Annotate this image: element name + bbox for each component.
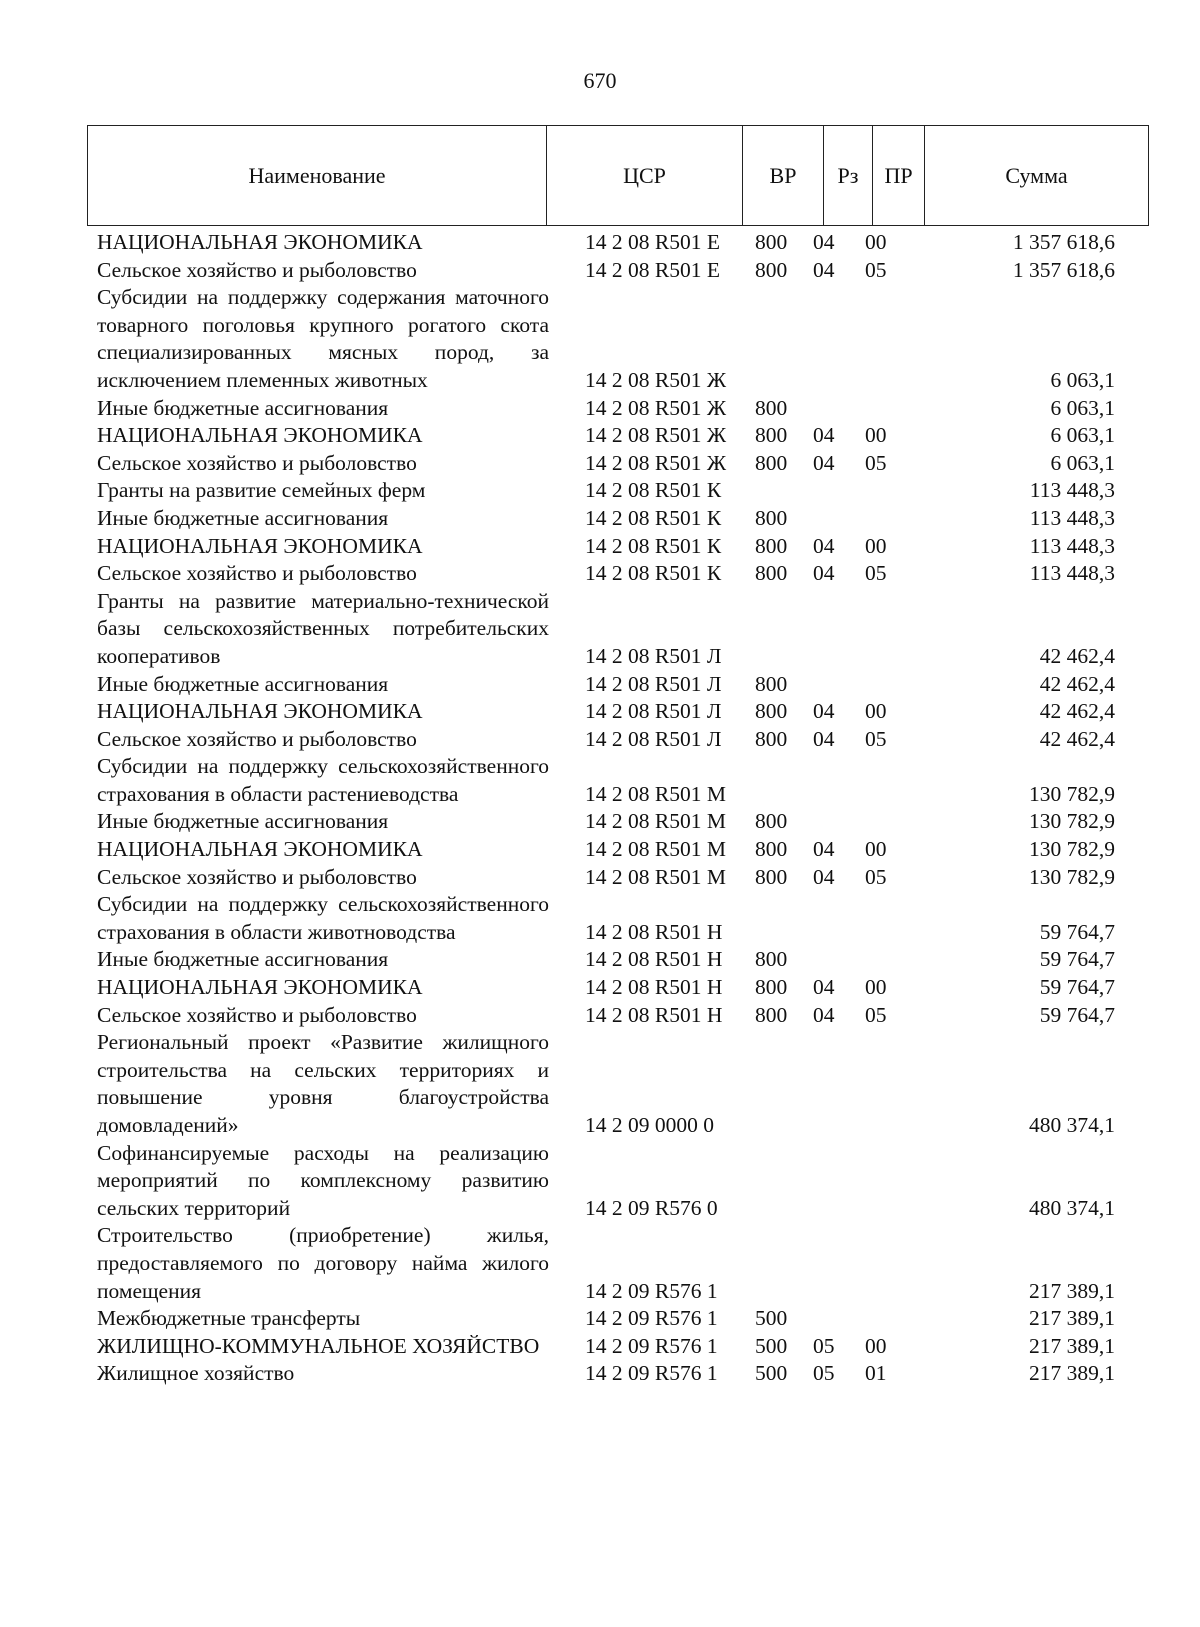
table-row (0, 284, 1200, 394)
cell-sum: 217 389,1 (1029, 1306, 1115, 1331)
cell-rz: 04 (813, 230, 835, 254)
cell-name: Сельское хозяйство и рыболовство (97, 1002, 417, 1027)
table-row (0, 1305, 1200, 1333)
page-number: 670 (583, 68, 617, 93)
cell-csr: 14 2 09 0000 0 (585, 1113, 714, 1137)
header-vr: ВР (743, 126, 824, 226)
header-csr: ЦСР (547, 126, 743, 226)
table-row (0, 422, 1200, 450)
cell-name: Сельское хозяйство и рыболовство (97, 450, 417, 475)
cell-sum: 42 462,4 (1039, 643, 1115, 668)
cell-csr: 14 2 08 R501 Ж (585, 395, 727, 420)
cell-sum: 59 764,7 (1039, 1002, 1115, 1027)
cell-sum: 42 462,4 (1039, 726, 1115, 751)
cell-sum: 130 782,9 (1029, 837, 1115, 862)
cell-vr: 800 (755, 450, 788, 475)
table-body (0, 229, 1200, 1388)
cell-name: Сельское хозяйство и рыболовство (97, 726, 417, 751)
cell-rz: 04 (813, 561, 835, 586)
table-row (0, 698, 1200, 726)
cell-name: Субсидии на поддержку сельскохозяйственного страхования в области животноводства (97, 892, 549, 944)
cell-vr: 500 (755, 1361, 788, 1386)
table-row (0, 588, 1200, 671)
table-row (0, 726, 1200, 754)
cell-csr: 14 2 09 R576 1 (585, 1306, 718, 1331)
cell-name: Региональный проект «Развитие жилищного строительства на сельских территориях и повышение уровня благоустройства домовладений» (97, 1030, 549, 1137)
cell-csr: 14 2 08 R501 Н (585, 975, 723, 1000)
cell-csr: 14 2 08 R501 Е (585, 230, 720, 254)
cell-csr: 14 2 08 R501 Л (585, 671, 722, 696)
cell-name: Сельское хозяйство и рыболовство (97, 257, 417, 282)
cell-sum: 130 782,9 (1029, 781, 1115, 806)
table-row (0, 891, 1200, 946)
cell-sum: 59 764,7 (1039, 975, 1115, 1000)
cell-pr: 00 (865, 699, 887, 724)
cell-rz: 04 (813, 726, 835, 751)
table-row (0, 671, 1200, 699)
cell-vr: 500 (755, 1333, 788, 1358)
cell-sum: 59 764,7 (1039, 947, 1115, 972)
cell-name: Субсидии на поддержку сельскохозяйственного страхования в области растениеводства (97, 754, 549, 806)
cell-pr: 01 (865, 1361, 887, 1386)
cell-pr: 00 (865, 533, 887, 558)
table-row (0, 1333, 1200, 1361)
cell-sum: 480 374,1 (1029, 1195, 1115, 1220)
cell-sum: 1 357 618,6 (1012, 230, 1115, 254)
cell-csr: 14 2 08 R501 Н (585, 1002, 723, 1027)
cell-name: Иные бюджетные ассигнования (97, 505, 389, 530)
cell-rz: 04 (813, 533, 835, 558)
cell-pr: 00 (865, 423, 887, 448)
cell-vr: 800 (755, 947, 788, 972)
cell-vr: 800 (755, 1002, 788, 1027)
cell-sum: 217 389,1 (1029, 1361, 1115, 1386)
cell-name: Иные бюджетные ассигнования (97, 395, 389, 420)
cell-csr: 14 2 08 R501 Н (585, 947, 723, 972)
cell-csr: 14 2 08 R501 К (585, 533, 722, 558)
cell-pr: 00 (865, 1333, 887, 1358)
cell-name: Иные бюджетные ассигнования (97, 947, 389, 972)
cell-pr: 05 (865, 864, 887, 889)
table-row (0, 505, 1200, 533)
cell-sum: 6 063,1 (1050, 395, 1115, 420)
cell-name: НАЦИОНАЛЬНАЯ ЭКОНОМИКА (97, 533, 423, 558)
cell-rz: 04 (813, 975, 835, 1000)
cell-csr: 14 2 08 R501 К (585, 505, 722, 530)
cell-name: Иные бюджетные ассигнования (97, 671, 389, 696)
cell-name: Межбюджетные трансферты (97, 1306, 361, 1331)
table-row (0, 257, 1200, 285)
cell-sum: 113 448,3 (1029, 505, 1115, 530)
table-row (0, 1222, 1200, 1305)
cell-vr: 800 (755, 726, 788, 751)
cell-vr: 800 (755, 561, 788, 586)
cell-vr: 800 (755, 809, 788, 834)
cell-name: Жилищное хозяйство (97, 1361, 295, 1386)
cell-name: Гранты на развитие материально-технической базы сельскохозяйственных потребительских кооперативов (97, 588, 549, 668)
cell-pr: 00 (865, 837, 887, 862)
cell-rz: 05 (813, 1361, 835, 1386)
header-name: Наименование (248, 162, 386, 188)
cell-name: НАЦИОНАЛЬНАЯ ЭКОНОМИКА (97, 230, 423, 254)
table-row (0, 946, 1200, 974)
cell-name: Строительство (приобретение) жилья, предоставляемого по договору найма жилого помещения (97, 1223, 549, 1303)
cell-vr: 800 (755, 975, 788, 1000)
cell-csr: 14 2 08 R501 М (585, 864, 726, 889)
table-row (0, 395, 1200, 423)
cell-rz: 04 (813, 864, 835, 889)
cell-csr: 14 2 08 R501 Л (585, 726, 722, 751)
cell-sum: 59 764,7 (1039, 919, 1115, 944)
cell-vr: 500 (755, 1306, 788, 1331)
cell-sum: 113 448,3 (1029, 478, 1115, 503)
cell-sum: 1 357 618,6 (1012, 257, 1115, 282)
cell-pr: 05 (865, 561, 887, 586)
cell-vr: 800 (755, 837, 788, 862)
cell-csr: 14 2 08 R501 Ж (585, 367, 727, 392)
cell-rz: 04 (813, 699, 835, 724)
cell-csr: 14 2 08 R501 М (585, 809, 726, 834)
cell-csr: 14 2 09 R576 0 (585, 1195, 718, 1220)
cell-vr: 800 (755, 505, 788, 530)
cell-rz: 04 (813, 257, 835, 282)
cell-sum: 113 448,3 (1029, 533, 1115, 558)
cell-sum: 6 063,1 (1050, 423, 1115, 448)
table-header (87, 125, 1149, 226)
cell-sum: 113 448,3 (1029, 561, 1115, 586)
cell-pr: 05 (865, 257, 887, 282)
cell-vr: 800 (755, 395, 788, 420)
cell-csr: 14 2 08 R501 К (585, 478, 722, 503)
table-row (0, 753, 1200, 808)
cell-vr: 800 (755, 423, 788, 448)
table-row (0, 477, 1200, 505)
table-row (0, 1029, 1200, 1139)
table-row (0, 836, 1200, 864)
cell-csr: 14 2 09 R576 1 (585, 1278, 718, 1303)
table-row (0, 1002, 1200, 1030)
cell-sum: 42 462,4 (1039, 671, 1115, 696)
table-row (0, 1360, 1200, 1388)
table-row (0, 560, 1200, 588)
cell-csr: 14 2 09 R576 1 (585, 1333, 718, 1358)
table-row (0, 974, 1200, 1002)
cell-sum: 130 782,9 (1029, 809, 1115, 834)
cell-rz: 04 (813, 423, 835, 448)
cell-name: ЖИЛИЩНО-КОММУНАЛЬНОЕ ХОЗЯЙСТВО (97, 1333, 540, 1358)
cell-name: Сельское хозяйство и рыболовство (97, 561, 417, 586)
cell-name: Иные бюджетные ассигнования (97, 809, 389, 834)
cell-csr: 14 2 08 R501 К (585, 561, 722, 586)
cell-pr: 00 (865, 975, 887, 1000)
cell-csr: 14 2 09 R576 1 (585, 1361, 718, 1386)
cell-vr: 800 (755, 230, 788, 254)
cell-vr: 800 (755, 257, 788, 282)
cell-csr: 14 2 08 R501 Л (585, 699, 722, 724)
cell-sum: 6 063,1 (1050, 450, 1115, 475)
cell-pr: 05 (865, 726, 887, 751)
table-row (0, 450, 1200, 478)
cell-sum: 130 782,9 (1029, 864, 1115, 889)
table-row (0, 533, 1200, 561)
cell-csr: 14 2 08 R501 М (585, 781, 726, 806)
cell-name: Гранты на развитие семейных ферм (97, 478, 426, 503)
table-row (0, 229, 1200, 257)
cell-pr: 00 (865, 230, 887, 254)
cell-name: НАЦИОНАЛЬНАЯ ЭКОНОМИКА (97, 975, 423, 1000)
cell-rz: 04 (813, 837, 835, 862)
cell-vr: 800 (755, 533, 788, 558)
cell-sum: 42 462,4 (1039, 699, 1115, 724)
cell-csr: 14 2 08 R501 Ж (585, 450, 727, 475)
cell-sum: 217 389,1 (1029, 1278, 1115, 1303)
cell-rz: 04 (813, 1002, 835, 1027)
cell-name: НАЦИОНАЛЬНАЯ ЭКОНОМИКА (97, 423, 423, 448)
cell-rz: 04 (813, 450, 835, 475)
header-rz: Рз (824, 126, 873, 226)
cell-pr: 05 (865, 1002, 887, 1027)
cell-sum: 6 063,1 (1050, 367, 1115, 392)
cell-pr: 05 (865, 450, 887, 475)
cell-name: Субсидии на поддержку содержания маточного товарного поголовья крупного рогатого скота специализированных мясных пород, за исключением племенных животных (97, 285, 549, 392)
cell-sum: 217 389,1 (1029, 1333, 1115, 1358)
cell-csr: 14 2 08 R501 Л (585, 643, 722, 668)
cell-csr: 14 2 08 R501 М (585, 837, 726, 862)
cell-vr: 800 (755, 671, 788, 696)
cell-rz: 05 (813, 1333, 835, 1358)
cell-csr: 14 2 08 R501 Е (585, 257, 720, 282)
cell-name: Софинансируемые расходы на реализацию мероприятий по комплексному развитию сельских территорий (97, 1140, 549, 1220)
header-sum: Сумма (925, 126, 1149, 226)
cell-sum: 480 374,1 (1029, 1113, 1115, 1137)
table-row (0, 808, 1200, 836)
cell-name: НАЦИОНАЛЬНАЯ ЭКОНОМИКА (97, 699, 423, 724)
cell-csr: 14 2 08 R501 Ж (585, 423, 727, 448)
table-row (0, 864, 1200, 892)
header-pr: ПР (873, 126, 925, 226)
cell-name: НАЦИОНАЛЬНАЯ ЭКОНОМИКА (97, 837, 423, 862)
cell-csr: 14 2 08 R501 Н (585, 919, 723, 944)
cell-vr: 800 (755, 864, 788, 889)
table-row (0, 1140, 1200, 1223)
cell-vr: 800 (755, 699, 788, 724)
cell-name: Сельское хозяйство и рыболовство (97, 864, 417, 889)
